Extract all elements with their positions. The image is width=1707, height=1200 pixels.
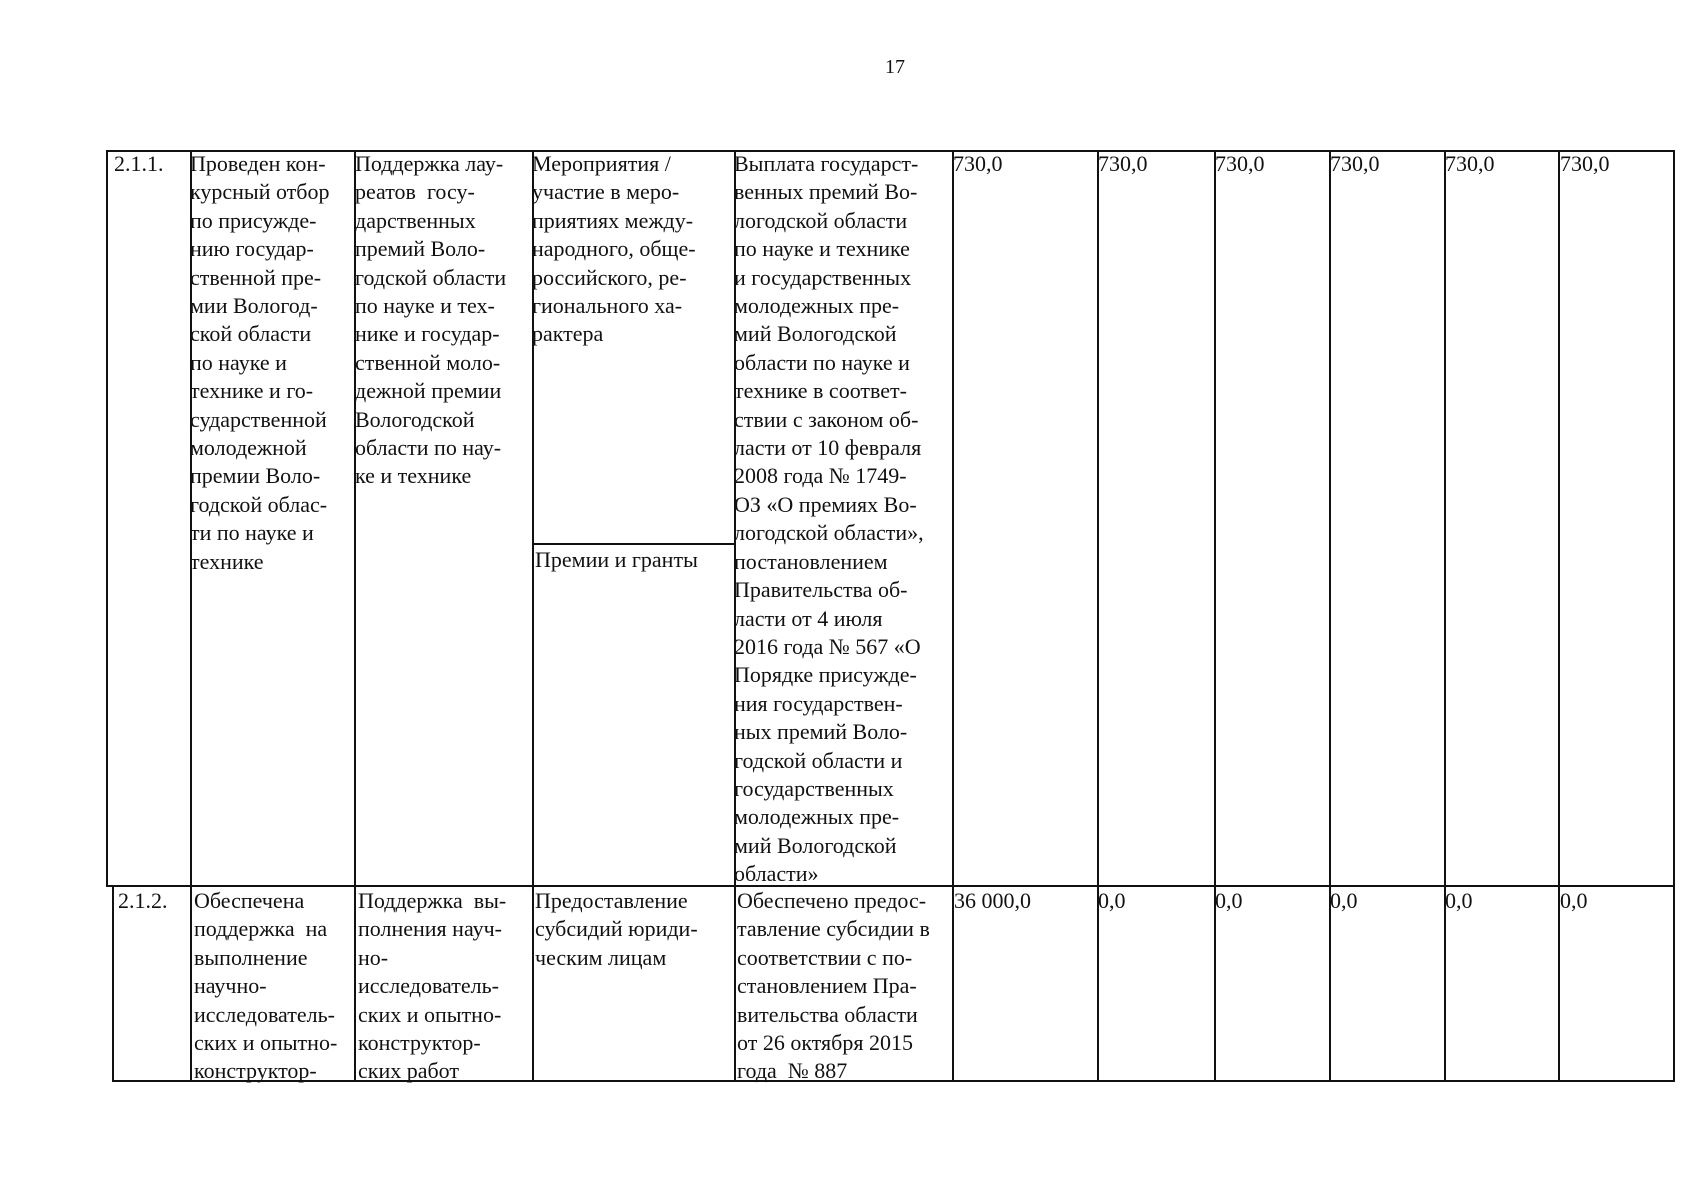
- col-divider: [1329, 150, 1331, 1082]
- direction-sub-divider: [532, 543, 734, 545]
- table-left-border-lower: [112, 885, 114, 1082]
- value-cell: 730,0: [1098, 151, 1148, 176]
- program-table: [112, 150, 1675, 1082]
- value-cell: 730,0: [1560, 151, 1610, 176]
- col-divider: [952, 150, 954, 1082]
- measure-cell: Поддержка вы- полнения науч- но- исследователь- ских и опытно- конструктор- ских работ: [358, 888, 507, 1084]
- table-left-border: [106, 150, 108, 885]
- row-number: 2.1.2.: [118, 888, 168, 913]
- value-cell: 36 000,0: [954, 888, 1031, 913]
- col-divider: [1097, 150, 1099, 1082]
- direction-sub-cell: Премии и гранты: [535, 547, 698, 572]
- col-divider: [1444, 150, 1446, 1082]
- value-cell: 0,0: [1560, 888, 1588, 913]
- result-cell: Проведен кон- курсный отбор по присужде- нию государ- ственной пре- мии Вологод- ской области по науке и технике и го- сударственной молодежной премии Воло- годской облас- ти по науке и технике: [190, 151, 330, 574]
- measure-cell: Поддержка лау- реатов госу- дарственных премий Воло- годской области по науке и тех- нике и государ- ственной моло- дежной премии Вологодской области по нау- ке и технике: [355, 151, 507, 489]
- value-cell: 0,0: [1445, 888, 1473, 913]
- col-divider: [1214, 150, 1216, 1082]
- value-cell: 0,0: [1098, 888, 1126, 913]
- basis-cell: Выплата государст- венных премий Во- логодской области по науке и технике и государственных молодежных пре- мий Вологодской области по науке и технике в соответ- ствии с законом об- ласти от 10 февраля 2008 года № 1749- ОЗ «О премиях Во- логодской области», постановлением Правительства об- ласти от 4 июля 2016 года № 567 «О Порядке присужде- ния государствен- ных премий Воло- годской области и государственных молодежных пре- мий Вологодской области»: [734, 151, 924, 887]
- value-cell: 730,0: [953, 151, 1003, 176]
- result-cell: Обеспечена поддержка на выполнение научно- исследователь- ских и опытно- конструктор-: [194, 888, 338, 1084]
- value-cell: 730,0: [1445, 151, 1495, 176]
- value-cell: 0,0: [1215, 888, 1243, 913]
- value-cell: 730,0: [1215, 151, 1265, 176]
- direction-cell: Мероприятия / участие в меро- приятиях между- народного, обще- российского, ре- гионального ха- рактера: [532, 151, 696, 347]
- table-right-border: [1673, 150, 1675, 1082]
- row-number: 2.1.1.: [114, 151, 164, 176]
- basis-cell: Обеспечено предос- тавление субсидии в соответствии с по- становлением Пра- вительства области от 26 октября 2015 года № 887: [737, 888, 930, 1084]
- value-cell: 730,0: [1330, 151, 1380, 176]
- value-cell: 0,0: [1330, 888, 1358, 913]
- page-number: 17: [885, 56, 905, 78]
- direction-cell: Предоставление субсидий юриди- ческим лицам: [535, 888, 698, 970]
- col-divider: [1558, 150, 1560, 1082]
